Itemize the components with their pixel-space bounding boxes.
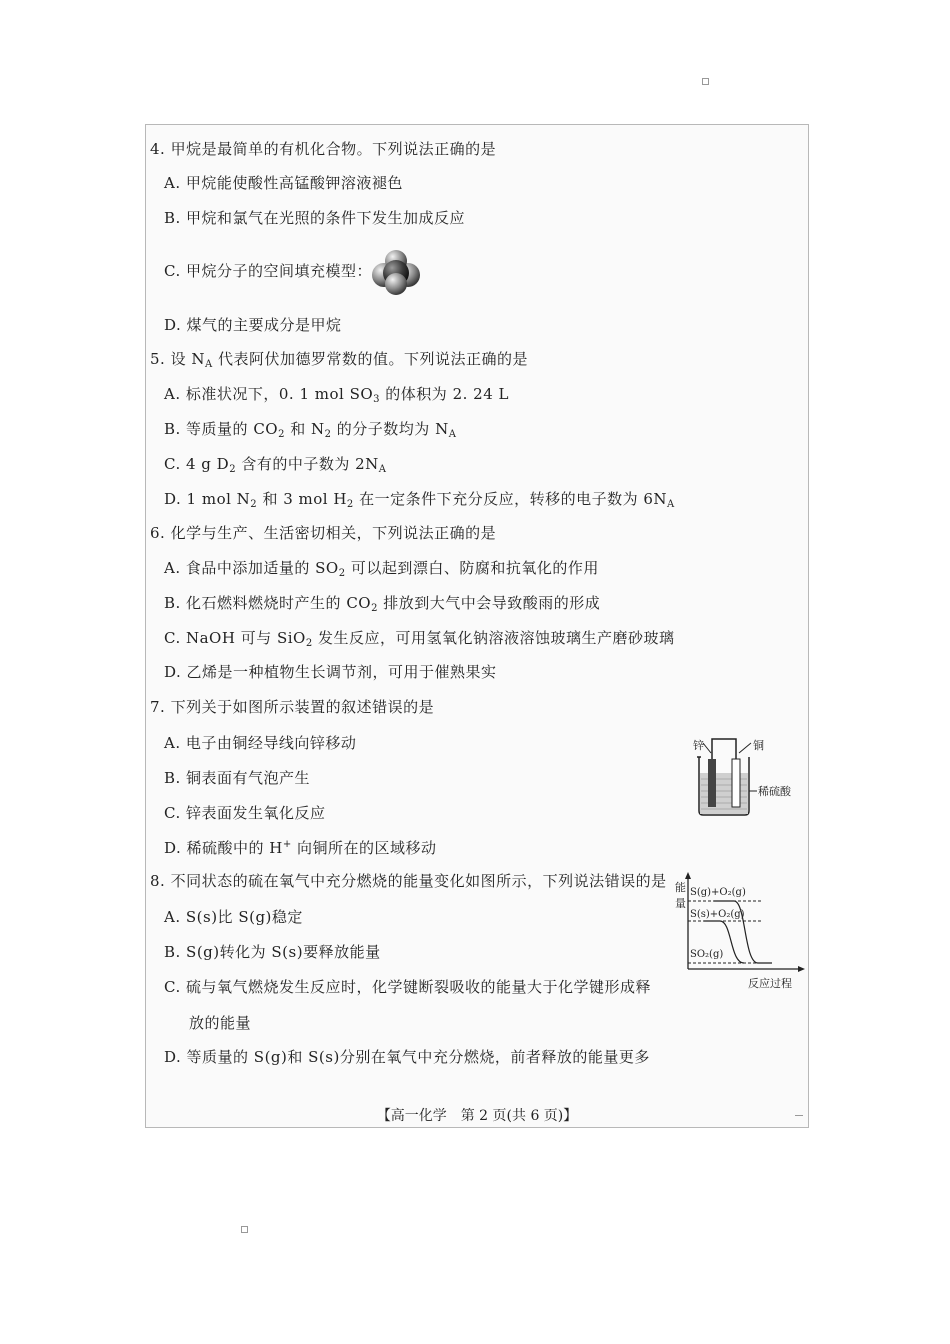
q8-option-d: D. 等质量的 S(g)和 S(s)分别在氧气中充分燃烧，前者释放的能量更多	[164, 1048, 650, 1066]
q5-option-c: C. 4 g $D_2$ 含有的中子数为 $2N_A$	[164, 455, 387, 475]
q4-option-a: A. 甲烷能使酸性高锰酸钾溶液褪色	[164, 174, 403, 192]
energy-ylabel-1: 能	[675, 881, 686, 894]
q8-option-c-line1: C. 硫与氧气燃烧发生反应时，化学键断裂吸收的能量大于化学键形成释	[164, 978, 651, 996]
energy-ylabel-2: 量	[675, 897, 686, 910]
level-low-label: SO₂(g)	[690, 949, 724, 960]
level-top-label: S(g)+O₂(g)	[690, 887, 746, 898]
q6-option-d: D. 乙烯是一种植物生长调节剂，可用于催熟果实	[164, 663, 497, 681]
level-mid-label: S(s)+O₂(g)	[690, 909, 745, 920]
q4-stem: 4. 甲烷是最简单的有机化合物。下列说法正确的是	[150, 140, 497, 158]
energy-xlabel: 反应过程	[748, 977, 792, 990]
q5-option-d: D. 1 mol $N_2$ 和 3 mol $H_2$ 在一定条件下充分反应，转移的电子数为 $6N_A$	[164, 490, 675, 510]
page-mark-bottom	[241, 1226, 248, 1233]
page-footer: 【高一化学 第 2 页(共 6 页)】	[376, 1108, 578, 1124]
q7-option-a: A. 电子由铜经导线向锌移动	[164, 734, 357, 752]
q8-stem: 8. 不同状态的硫在氧气中充分燃烧的能量变化如图所示，下列说法错误的是	[150, 872, 667, 890]
copper-label: 铜	[753, 739, 764, 752]
q6-option-a: A. 食品中添加适量的 $SO_2$ 可以起到漂白、防腐和抗氧化的作用	[164, 559, 599, 579]
q6-option-c: C. NaOH 可与 SiO$_2$ 发生反应，可用氢氧化钠溶液溶蚀玻璃生产磨砂玻璃	[164, 629, 675, 649]
q6-option-b: B. 化石燃料燃烧时产生的 $CO_2$ 排放到大气中会导致酸雨的形成	[164, 594, 601, 614]
q7-option-c: C. 锌表面发生氧化反应	[164, 804, 326, 822]
q4-option-c-label: C. 甲烷分子的空间填充模型：	[164, 262, 372, 280]
q5-stem: 5. 设 $N_A$ 代表阿伏加德罗常数的值。下列说法正确的是	[150, 350, 528, 370]
scan-mark	[795, 1115, 803, 1116]
q5-option-a: A. 标准状况下，0. 1 mol $SO_3$ 的体积为 2. 24 L	[164, 385, 509, 405]
q5-option-b: B. 等质量的 $CO_2$ 和 $N_2$ 的分子数均为 $N_A$	[164, 420, 457, 440]
q4-option-d: D. 煤气的主要成分是甲烷	[164, 316, 342, 334]
q7-stem: 7. 下列关于如图所示装置的叙述错误的是	[150, 698, 435, 716]
q8-option-a: A. S(s)比 S(g)稳定	[164, 908, 303, 926]
q4-option-c	[164, 261, 372, 281]
page-mark-top	[702, 78, 709, 85]
energy-diagram-figure	[674, 871, 806, 993]
q8-option-c-line2: 放的能量	[189, 1014, 252, 1032]
q7-option-b: B. 铜表面有气泡产生	[164, 769, 311, 787]
exam-page	[145, 124, 809, 1128]
q8-option-b: B. S(g)转化为 S(s)要释放能量	[164, 943, 381, 961]
acid-label: 稀硫酸	[758, 785, 791, 798]
galvanic-cell-figure	[691, 731, 803, 823]
q4-option-b: B. 甲烷和氯气在光照的条件下发生加成反应	[164, 209, 466, 227]
zinc-label: 锌	[693, 739, 704, 752]
q6-stem: 6. 化学与生产、生活密切相关，下列说法正确的是	[150, 524, 497, 542]
q7-option-d: D. 稀硫酸中的 H+ 向铜所在的区域移动	[164, 839, 437, 857]
methane-space-filling-model-icon	[370, 249, 422, 295]
